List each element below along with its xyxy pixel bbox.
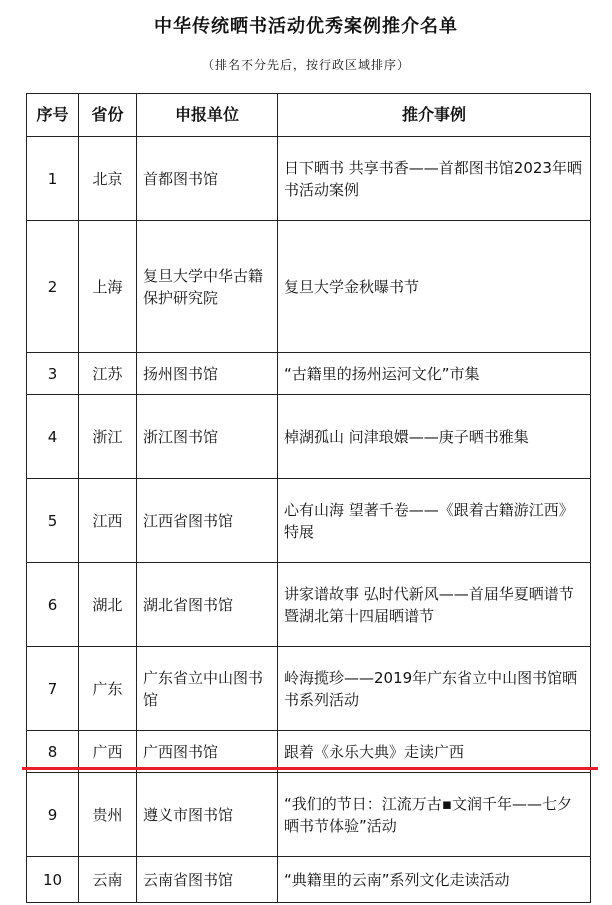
cell-province: 江苏	[79, 353, 137, 395]
cell-no: 6	[27, 563, 79, 647]
cell-province: 浙江	[79, 395, 137, 479]
cell-unit: 云南省图书馆	[137, 857, 278, 903]
table-row	[27, 479, 591, 563]
cell-no: 1	[27, 137, 79, 221]
cell-unit: 扬州图书馆	[137, 353, 278, 395]
cell-no: 10	[27, 857, 79, 903]
cell-unit: 浙江图书馆	[137, 395, 278, 479]
cell-unit: 遵义市图书馆	[137, 773, 278, 857]
table-row	[27, 395, 591, 479]
cell-case: 讲家谱故事 弘时代新风——首届华夏晒谱节暨湖北第十四届晒谱节	[278, 563, 591, 647]
header-case: 推介事例	[278, 94, 591, 137]
page-title: 中华传统晒书活动优秀案例推介名单	[154, 16, 458, 37]
cell-case: 棹湖孤山 问津琅嬛——庚子晒书雅集	[278, 395, 591, 479]
cell-case: 日下晒书 共享书香——首都图书馆2023年晒书活动案例	[278, 137, 591, 221]
table-row	[27, 353, 591, 395]
red-divider-line	[22, 767, 598, 770]
page-subtitle: （排名不分先后，按行政区域排序）	[201, 58, 410, 72]
cell-no: 7	[27, 647, 79, 731]
cell-unit: 广西图书馆	[137, 731, 278, 773]
cell-province: 广西	[79, 731, 137, 773]
cell-province: 贵州	[79, 773, 137, 857]
cell-province: 广东	[79, 647, 137, 731]
cell-case: 心有山海 望著千卷——《跟着古籍游江西》特展	[278, 479, 591, 563]
cell-unit: 复旦大学中华古籍保护研究院	[137, 221, 278, 353]
header-no: 序号	[27, 94, 79, 137]
cell-case: 岭海揽珍——2019年广东省立中山图书馆晒书系列活动	[278, 647, 591, 731]
table-row	[27, 137, 591, 221]
cell-case: “典籍里的云南”系列文化走读活动	[278, 857, 591, 903]
cell-unit: 湖北省图书馆	[137, 563, 278, 647]
header-province: 省份	[79, 94, 137, 137]
cell-case: “我们的节日：江流万古▪文润千年——七夕晒书节体验”活动	[278, 773, 591, 857]
cell-no: 8	[27, 731, 79, 773]
cell-case: 复旦大学金秋曝书节	[278, 221, 591, 353]
cell-case: 跟着《永乐大典》走读广西	[278, 731, 591, 773]
cell-no: 3	[27, 353, 79, 395]
table-row	[27, 221, 591, 353]
cell-province: 江西	[79, 479, 137, 563]
cell-province: 湖北	[79, 563, 137, 647]
recommendation-table	[26, 93, 591, 903]
cell-no: 5	[27, 479, 79, 563]
cell-no: 2	[27, 221, 79, 353]
cell-no: 9	[27, 773, 79, 857]
table-row	[27, 857, 591, 903]
table-row	[27, 563, 591, 647]
cell-province: 云南	[79, 857, 137, 903]
cell-no: 4	[27, 395, 79, 479]
cell-unit: 江西省图书馆	[137, 479, 278, 563]
table-row	[27, 773, 591, 857]
cell-province: 上海	[79, 221, 137, 353]
cell-province: 北京	[79, 137, 137, 221]
cell-case: “古籍里的扬州运河文化”市集	[278, 353, 591, 395]
table-header-row	[27, 94, 591, 137]
cell-unit: 广东省立中山图书馆	[137, 647, 278, 731]
table-row	[27, 647, 591, 731]
cell-unit: 首都图书馆	[137, 137, 278, 221]
header-unit: 申报单位	[137, 94, 278, 137]
